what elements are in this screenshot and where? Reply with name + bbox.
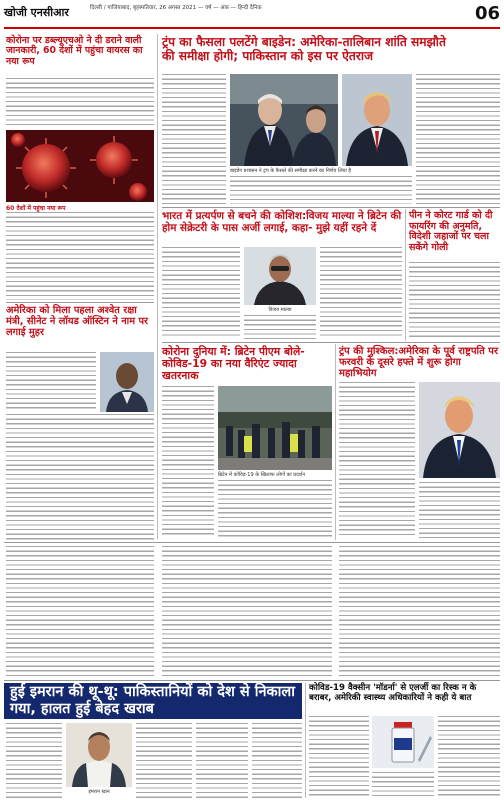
moderna-body-col-3 [438,716,500,798]
mallya-body-col-2 [244,315,316,339]
defence-body-text-3 [6,546,154,678]
defence-body-text-1 [6,352,96,412]
column-rule [305,683,306,798]
trump-photo-caption: बाइडेन प्रशासन ने ट्रंप के फैसले की समीक्षा करने का निर्णय लिया है [230,168,352,174]
masthead [4,3,500,29]
column-rule [405,209,406,341]
moderna-headline: कोविड-19 वैक्सीन 'मॉडर्ना' से एलर्जी का रिस्क न के बराबर, अमेरिकी स्वास्थ्य अधिकारियों ने कही ये बात [309,683,477,703]
impeachment-body-col-3 [339,546,500,678]
covid-uk-caption: ब्रिटेन में कोविड-19 के खिलाफ लोगों का प्रदर्शन [218,472,305,478]
divider [162,207,500,208]
trump-body-col-4 [416,74,500,204]
vaccine-vial-photo [372,716,434,768]
imran-body-col-3 [196,723,248,798]
trump-body-lower [230,176,412,204]
impeachment-body-col-2 [419,482,500,538]
divider [4,542,500,543]
corona-subhead: 60 देशों में पहुंचा नया रूप [6,205,66,212]
covid-uk-body-col-3 [162,546,332,678]
impeachment-headline: ट्रंप की मुश्किल:अमेरिका के पूर्व राष्ट्रपति पर फरवरी के दूसरे हफ्ते में शुरू होगा महाभियोग [339,346,499,380]
impeachment-body-col-1 [339,382,415,538]
divider [4,680,500,681]
trump-headline: ट्रंप का फैसला पलटेंगे बाइडेन: अमेरिका-तालिबान शांति समझौते की समीक्षा होगी; पाकिस्तान को इस पर ऐतराज [162,35,446,63]
coast-guard-body [409,262,500,340]
divider [162,342,500,343]
mallya-body-col-3 [320,247,402,339]
column-rule [335,344,336,540]
newspaper-brand: खोजी एनसीआर [4,6,69,19]
covid-uk-body-col-1 [162,386,214,538]
moderna-body-col-1 [309,716,369,798]
london-protest-photo [218,386,332,470]
corona-body-text-2 [6,212,154,300]
page-number: 06 [474,3,500,24]
trump-impeachment-photo [419,382,500,478]
corona-headline: कोरोना पर डब्ल्यूएचओ ने दी डराने वाली जानकारी, 60 देशों में पहुंचा वायरस का नया रूप [6,35,143,67]
defence-minister-headline: अमेरिका को मिला पहला अश्वेत रक्षा मंत्री, सीनेट ने लॉयड ऑस्टिन ने नाम पर लगाई मुहर [6,305,149,338]
mallya-headline: भारत में प्रत्यर्पण से बचने की कोशिश:विजय माल्या ने ब्रिटेन की होम सेक्रेटरी के पास अर्जी लगाई, कहा- मुझे यहीं रहने दें [162,210,402,234]
imran-headline-banner: हुई इमरान की थू-थू: पाकिस्तानियों को देश से निकाला गया, हालत हुई बेहद खराब [4,683,302,719]
trump-photo [342,74,412,166]
lloyd-austin-photo [100,352,154,412]
imran-body-col-4 [252,723,302,798]
vijay-mallya-photo [244,247,316,305]
trump-body-col-1 [162,74,226,204]
imran-body-col-1 [6,723,62,798]
imran-caption: इमरान खान [88,789,110,795]
coast-guard-headline: पीन ने कोरट गार्ड को दी फायरिंग की अनुमति, विदेशी जहाजों पर चला सकेंगे गोली [409,210,493,253]
coronavirus-illustration [6,130,154,202]
mallya-caption: विजय माल्या [268,307,292,313]
divider [6,302,154,303]
covid-uk-body-col-2 [218,480,332,538]
issue-info: दिल्ली / गाजियाबाद, बृहस्पतिवार, 26 अगस्त 2021 — वर्ष — अंक — हिन्दी दैनिक [90,5,262,11]
column-rule [157,34,158,539]
corona-body-text-1 [6,78,154,128]
imran-khan-photo [66,723,132,787]
defence-body-text-2 [6,414,154,542]
moderna-body-col-2 [372,772,434,798]
imran-body-col-2 [136,723,192,798]
biden-photo [230,74,338,166]
mallya-body-col-1 [162,247,240,339]
covid-uk-headline: कोरोना दुनिया में: ब्रिटेन पीएम बोले- कोविड-19 का नया वैरिएंट ज्यादा खतरनाक [162,345,305,383]
